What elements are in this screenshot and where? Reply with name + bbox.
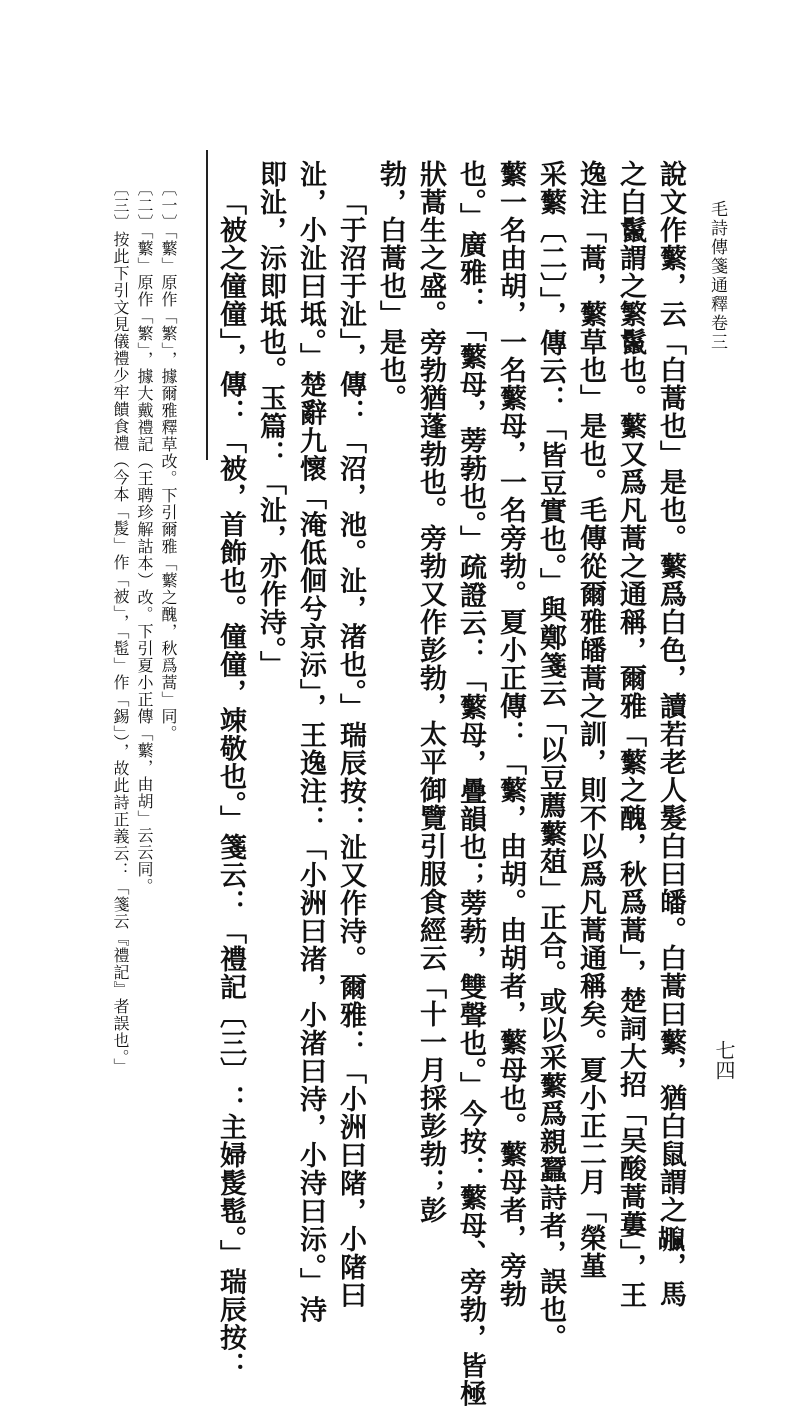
text-column: 蘩一名由胡，一名蘩母，一名旁勃。夏小正傳：「蘩，由胡。由胡者，蘩母也。蘩母者，旁勃 [495,160,526,1308]
footnote: 〔三〕按此下引文見儀禮少牢饋食禮（今本「髲」作「被」，「髢」作「錫」），故此詩正義云：「箋云『禮記』者誤也。」 [111,180,130,1075]
text-column: 逸注「蒿，蘩草也」是也。毛傳從爾雅皤蒿之訓，則不以爲凡蒿通稱矣。夏小正二月「榮堇 [575,160,606,1280]
text-column: 采蘩〔二〕」，傳云：「皆豆實也。」與鄭箋云「以豆薦蘩葅」正合。或以采蘩爲親蠶詩者，誤也。 [535,160,566,1352]
footnote: 〔二〕「蘩」原作「繁」，據大戴禮記（王聘珍解詁本）改。下引夏小正傳「蘩，由胡」云云同。 [135,180,154,895]
running-header: 毛詩傳箋通釋卷三 [707,200,727,352]
footnotes [108,180,180,1080]
text-column: 「被之僮僮」，傳：「被，首飾也。僮僮，竦敬也。」箋云：「禮記〔三〕：主婦髲髢。」瑞辰按： [215,188,246,1380]
text-column: 勃，白蒿也」是也。 [375,160,406,412]
text-column: 狀蒿生之盛。旁勃猶蓬勃也。旁勃又作彭勃，太平御覽引服食經云「十一月採彭勃；彭 [415,160,446,1224]
notes-divider [206,150,208,460]
text-column: 即沚，沶即坻也。玉篇：「沚，亦作洔。」 [255,160,286,679]
text-column: 也。」廣雅：「蘩母，蒡葧也。」疏證云：「蘩母，疊韻也；蒡葧，雙聲也。」今按：蘩母、旁勃，皆極 [455,160,486,1408]
text-column: 「于沼于沚」，傳：「沼，池。沚，渚也。」瑞辰按：沚又作洔。爾雅：「小洲曰陼，小陼曰 [335,188,366,1309]
page-number: 七四 [712,1040,736,1080]
text-column: 之白鬣謂之繁鬣也。蘩又爲凡蒿之通稱，爾雅「蘩之醜，秋爲蒿」，楚詞大招「吴酸蒿蔞」，王 [615,160,646,1309]
main-text [210,160,690,1408]
text-column: 說文作蘩，云「白蒿也」是也。蘩爲白色，讀若老人髮白曰皤。白蒿曰蘩，猶白鼠謂之𪕮，馬 [655,160,686,1308]
footnote: 〔一〕「蘩」原作「繁」，據爾雅釋草改。下引爾雅「蘩之醜，秋爲蒿」同。 [159,180,178,742]
text-column: 沚，小沚曰坻。」楚辭九懷「淹低佪兮京沶」，王逸注：「小洲曰渚，小渚曰洔，小洔曰沶。」洔 [295,160,326,1324]
